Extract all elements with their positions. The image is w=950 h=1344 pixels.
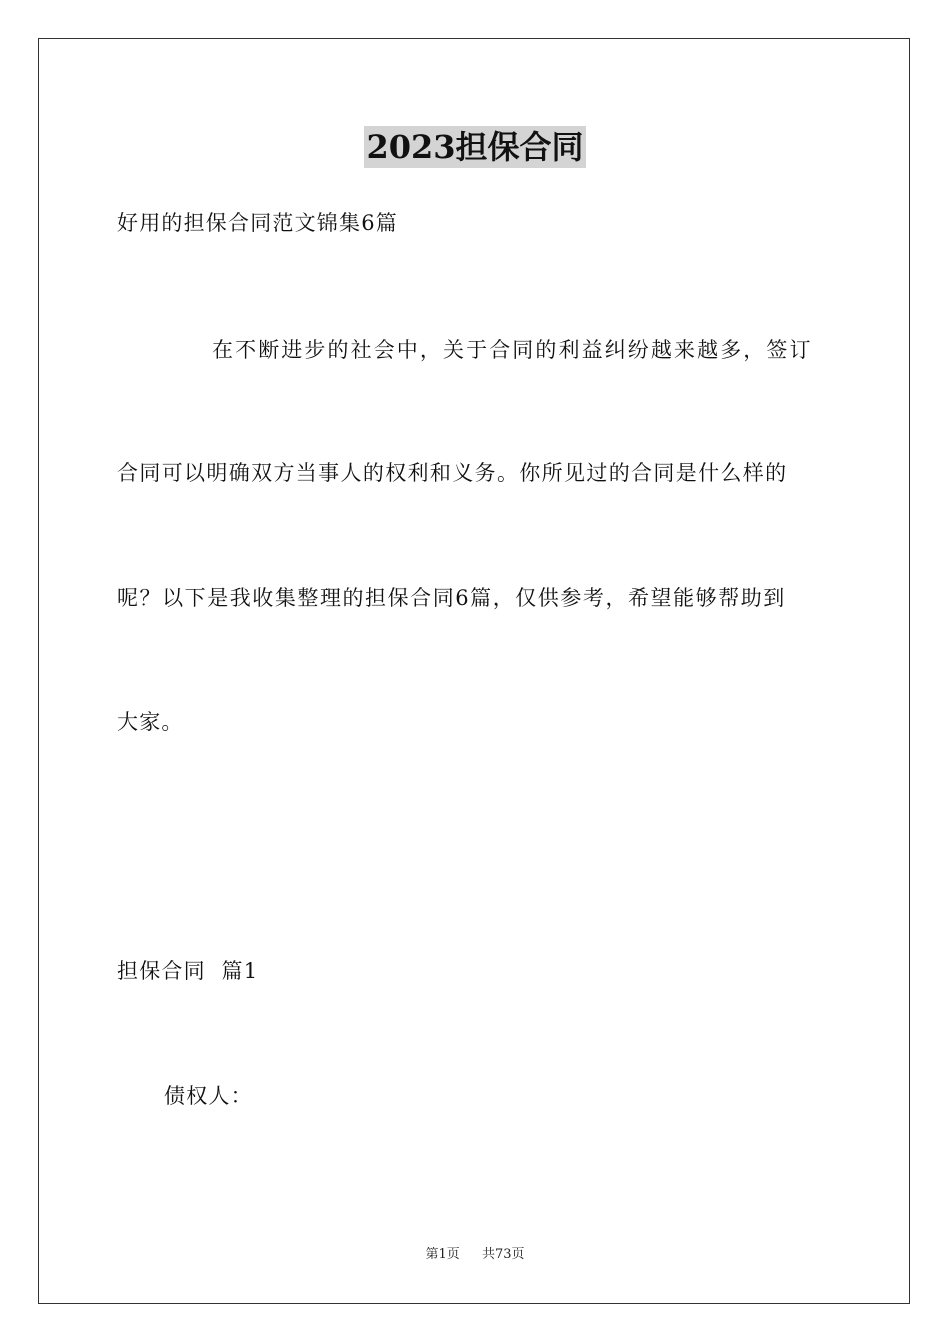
intro-line-1: 在不断进步的社会中，关于合同的利益纠纷越来越多，签订: [212, 338, 813, 362]
intro-line-2: 合同可以明确双方当事人的权利和义务。你所见过的合同是什么样的: [117, 461, 788, 485]
title-container: [0, 126, 950, 168]
document-title: 2023担保合同: [366, 128, 584, 166]
page-number: 第1页: [425, 1247, 460, 1262]
page-footer: [0, 1246, 950, 1264]
intro-line-4: 大家。: [117, 710, 184, 734]
intro-line-3: 呢？以下是我收集整理的担保合同6篇，仅供参考，希望能够帮助到: [117, 586, 786, 610]
document-subtitle: 好用的担保合同范文锦集6篇: [117, 211, 398, 235]
section-heading: 担保合同 篇1: [117, 959, 259, 983]
page-total: 共73页: [482, 1247, 525, 1262]
creditor-label: 债权人：: [164, 1084, 253, 1108]
